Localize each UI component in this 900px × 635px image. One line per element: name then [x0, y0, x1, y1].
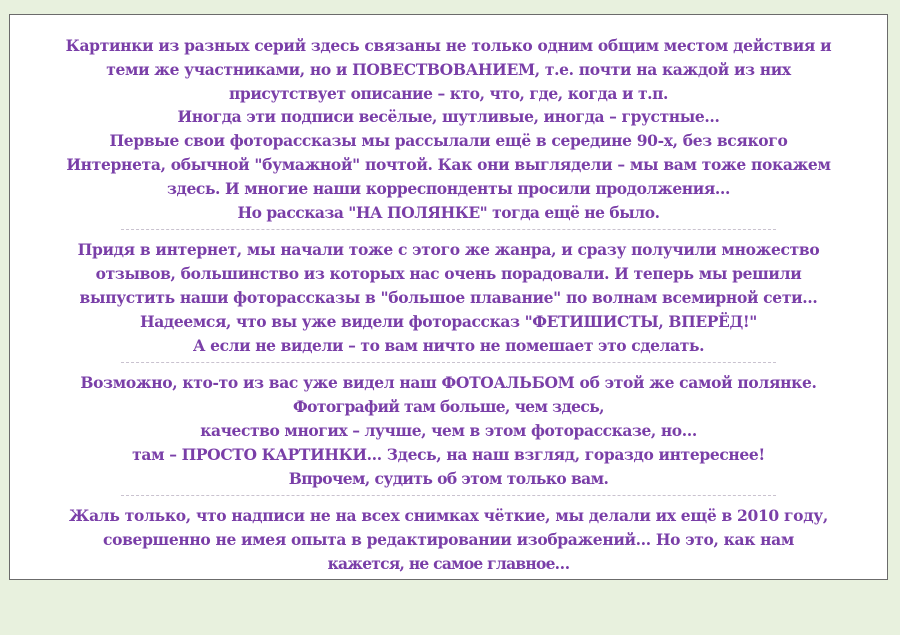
- dashed-separator: [121, 229, 776, 230]
- text-line: Первые свои фоторассказы мы рассылали ещё в середине 90-х, без всякого: [109, 131, 788, 151]
- text-line: Фотографий там больше, чем здесь,: [293, 397, 604, 417]
- intro-text: [10, 34, 887, 576]
- text-line: Жаль только, что надписи не на всех снимках чёткие, мы делали их ещё в 2010 году,: [69, 506, 828, 526]
- paragraph-1: [10, 34, 887, 224]
- paragraph-4: [10, 504, 887, 575]
- text-line: Придя в интернет, мы начали тоже с этого же жанра, и сразу получили множество: [77, 240, 820, 260]
- text-line: Но рассказа "НА ПОЛЯНКЕ" тогда ещё не было.: [237, 202, 660, 222]
- dashed-separator: [121, 495, 776, 496]
- paragraph-3: [10, 371, 887, 490]
- text-line: Возможно, кто-то из вас уже видел наш ФОТОАЛЬБОМ об этой же самой полянке.: [80, 373, 817, 393]
- text-line: Надеемся, что вы уже видели фоторассказ "ФЕТИШИСТЫ, ВПЕРЁД!": [140, 311, 757, 331]
- text-line: совершенно не имея опыта в редактировании изображений… Но это, как нам: [103, 530, 794, 550]
- text-line: присутствует описание – кто, что, где, когда и т.п.: [229, 83, 668, 103]
- paragraph-2: [10, 238, 887, 357]
- text-line: Впрочем, судить об этом только вам.: [288, 468, 609, 488]
- text-line: Интернета, обычной "бумажной" почтой. Как они выглядели – мы вам тоже покажем: [66, 154, 831, 174]
- text-line: здесь. И многие наши корреспонденты просили продолжения…: [167, 178, 730, 198]
- text-frame: [9, 14, 888, 580]
- text-line: Иногда эти подписи весёлые, шутливые, иногда – грустные…: [177, 107, 720, 127]
- text-line: теми же участниками, но и ПОВЕСТВОВАНИЕМ, т.е. почти на каждой из них: [106, 59, 791, 79]
- text-line: качество многих – лучше, чем в этом фоторассказе, но…: [200, 420, 697, 440]
- text-line: Картинки из разных серий здесь связаны не только одним общим местом действия и: [65, 36, 832, 55]
- text-line: отзывов, большинство из которых нас очень порадовали. И теперь мы решили: [95, 264, 802, 284]
- text-line: кажется, не самое главное…: [327, 553, 570, 573]
- dashed-separator: [121, 362, 776, 363]
- text-line: там – ПРОСТО КАРТИНКИ… Здесь, на наш взгляд, гораздо интереснее!: [132, 444, 765, 464]
- text-line: А если не видели – то вам ничто не помешает это сделать.: [192, 335, 705, 355]
- text-line: выпустить наши фоторассказы в "большое плавание" по волнам всемирной сети…: [79, 287, 818, 307]
